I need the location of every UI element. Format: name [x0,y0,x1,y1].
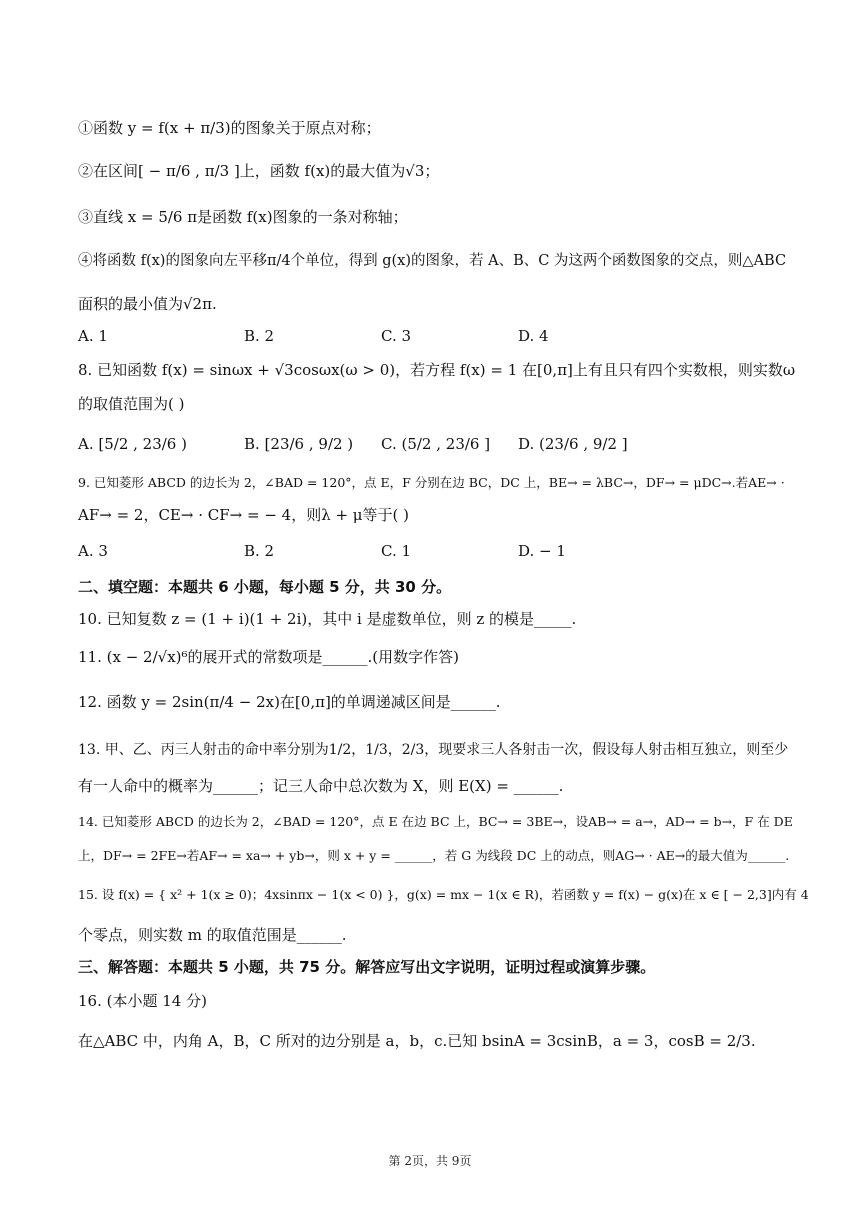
q7-option-a: A. 1 [78,327,108,345]
q8-line-2: 的取值范围为( ) [78,395,185,413]
q9-option-a: A. 3 [78,542,108,560]
q8-line-1: 8. 已知函数 f(x) = sinωx + √3cosωx(ω > 0)，若方程 f(x) = 1 在[0,π]上有且只有四个实数根，则实数ω [78,361,796,379]
q13-line-1: 13. 甲、乙、丙三人射击的命中率分别为1/2，1/3，2/3，现要求三人各射击一次，假设每人射击相互独立，则至少 [78,742,789,758]
section-answer-heading: 三、解答题：本题共 5 小题，共 75 分。解答应写出文字说明，证明过程或演算步骤。 [78,958,656,976]
q8-option-b: B. [23/6 , 9/2 ) [244,435,354,453]
q16-body: 在△ABC 中，内角 A，B，C 所对的边分别是 a，b，c.已知 bsinA = 3csinB，a = 3，cosB = 2/3. [78,1032,756,1050]
q9-line-2: AF→ = 2，CE→ · CF→ = − 4，则λ + μ等于( ) [78,506,410,524]
q7-option-b: B. 2 [244,327,275,345]
q8-option-a: A. [5/2 , 23/6 ) [78,435,187,453]
statement-4-cont: 面积的最小值为√2π. [78,295,217,313]
q7-option-d: D. 4 [518,327,549,345]
page-footer: 第 2页，共 9页 [388,1154,472,1168]
q9-option-b: B. 2 [244,542,275,560]
q8-option-c: C. (5/2 , 23/6 ] [381,435,491,453]
statement-2: ②在区间[ − π/6 , π/3 ]上，函数 f(x)的最大值为√3； [78,162,440,180]
q14-line-2: 上，DF→ = 2FE→若AF→ = xa→ + yb→，则 x + y = ______，若 G 为线段 DC 上的动点，则AG→ · AE→的最大值为______. [78,848,790,863]
q10: 10. 已知复数 z = (1 + i)(1 + 2i)，其中 i 是虚数单位，则 z 的模是_____. [78,610,577,628]
q13-line-2: 有一人命中的概率为______；记三人命中总次数为 X，则 E(X) = ______. [78,777,564,795]
q7-option-c: C. 3 [381,327,412,345]
q16-heading: 16. (本小题 14 分) [78,992,207,1010]
q9-line-1: 9. 已知菱形 ABCD 的边长为 2，∠BAD = 120°，点 E，F 分别在边 BC，DC 上，BE→ = λBC→，DF→ = μDC→.若AE→ · [78,475,785,490]
statement-3: ③直线 x = 5/6 π是函数 f(x)图象的一条对称轴； [78,208,408,226]
q15-line-1: 15. 设 f(x) = { x² + 1(x ≥ 0)；4xsinπx − 1(x < 0) }，g(x) = mx − 1(x ∈ R)，若函数 y = f(x) − g(x)在 x ∈ [ − 2,3]内有 4 [78,887,809,902]
q8-option-d: D. (23/6 , 9/2 ] [518,435,628,453]
q12: 12. 函数 y = 2sin(π/4 − 2x)在[0,π]的单调递减区间是______. [78,693,501,711]
statement-1: ①函数 y = f(x + π/3)的图象关于原点对称； [78,119,381,137]
statement-4: ④将函数 f(x)的图象向左平移π/4个单位，得到 g(x)的图象，若 A、B、C 为这两个函数图象的交点，则△ABC [78,253,787,269]
q9-option-c: C. 1 [381,542,412,560]
section-fill-in-heading: 二、填空题：本题共 6 小题，每小题 5 分，共 30 分。 [78,578,452,596]
q15-line-2: 个零点，则实数 m 的取值范围是______. [78,926,347,944]
q14-line-1: 14. 已知菱形 ABCD 的边长为 2，∠BAD = 120°，点 E 在边 BC 上，BC→ = 3BE→，设AB→ = a→，AD→ = b→，F 在 DE [78,814,793,829]
q11: 11. (x − 2/√x)⁶的展开式的常数项是______.(用数字作答) [78,648,459,666]
q9-option-d: D. − 1 [518,542,566,560]
